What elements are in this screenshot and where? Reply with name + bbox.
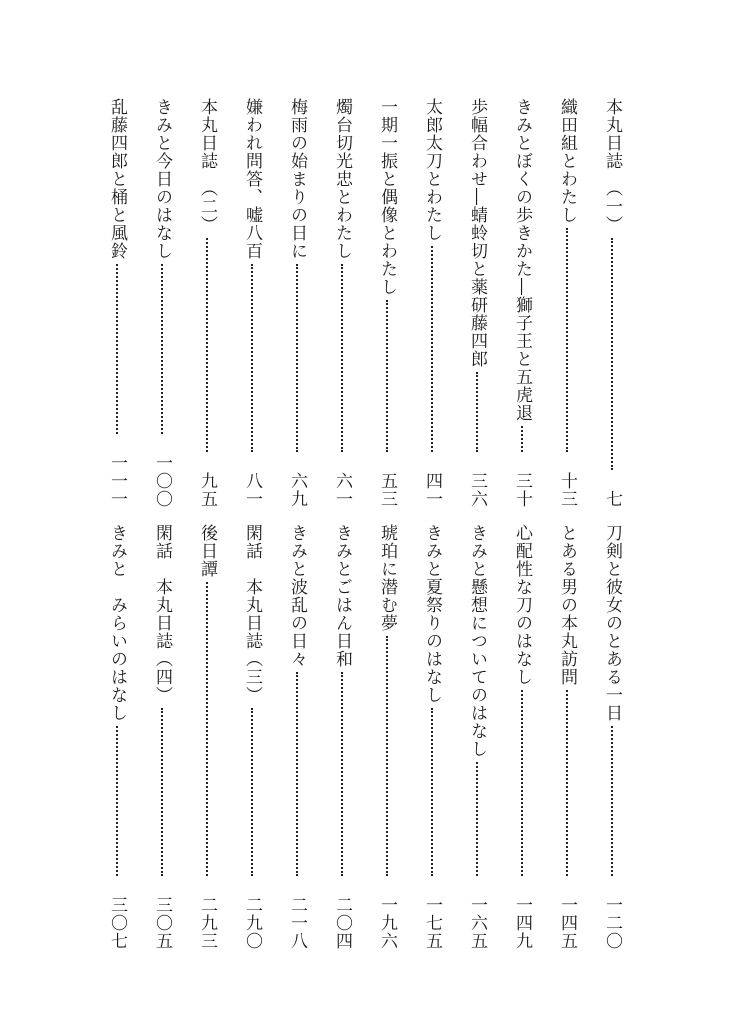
toc-entry-page-number: 一四九: [512, 896, 532, 950]
toc-entry: [375, 524, 399, 950]
dot-leader: [476, 762, 478, 876]
dot-leader: [431, 246, 433, 452]
toc-entry: [330, 98, 354, 508]
toc-entry-page-number: 一一一: [107, 454, 127, 508]
dot-leader: [116, 264, 118, 434]
toc-entry-page-number: 二九三: [197, 896, 217, 950]
toc-entry-page-number: 一七五: [422, 896, 442, 950]
dot-leader: [251, 708, 253, 876]
dot-leader: [521, 690, 523, 876]
dot-leader: [341, 672, 343, 876]
toc-entry: [240, 98, 264, 508]
dot-leader: [206, 238, 208, 453]
toc-entry: [195, 98, 219, 508]
toc-entry-title: 織田組とわたし: [557, 98, 577, 224]
toc-entry-page-number: 一二〇: [602, 896, 622, 950]
dot-leader: [296, 264, 298, 452]
dot-leader: [251, 264, 253, 452]
toc-entry: [150, 524, 174, 950]
toc-entry: [330, 524, 354, 950]
dot-leader: [341, 264, 343, 452]
toc-entry-title: 梅雨の始まりの日に: [287, 98, 307, 260]
toc-entry-title: 閑話 本丸日誌（三）: [242, 524, 262, 704]
toc-entry-title: 乱藤四郎と桶と風鈴: [107, 98, 127, 260]
toc-entry-page-number: 三〇五: [152, 896, 172, 950]
dot-leader: [386, 300, 388, 452]
toc-entry: [510, 98, 534, 508]
toc-entry-page-number: 十三: [557, 472, 577, 508]
toc-entry: [195, 524, 219, 950]
toc-entry-title: とある男の本丸訪問: [557, 524, 577, 686]
toc-entry-title: 後日譚: [197, 524, 217, 578]
toc-entry-page-number: 六九: [287, 472, 307, 508]
dot-leader: [611, 238, 613, 471]
toc-entry-title: 琥珀に潜む夢: [377, 524, 397, 632]
toc-entry-page-number: 二〇四: [332, 896, 352, 950]
toc-entry-title: きみと夏祭りのはなし: [422, 524, 442, 704]
toc-entry: [105, 98, 129, 508]
toc-entry-page-number: 五三: [377, 472, 397, 508]
toc-entry-page-number: 一九六: [377, 896, 397, 950]
toc-entry-title: 太郎太刀とわたし: [422, 98, 442, 242]
dot-leader: [566, 228, 568, 452]
toc-entry: [420, 524, 444, 950]
toc-entry: [600, 98, 624, 508]
toc-entry-page-number: 七: [602, 490, 622, 508]
toc-entry-page-number: 一四五: [557, 896, 577, 950]
toc-entry: [150, 98, 174, 508]
toc-entry-page-number: 八一: [242, 472, 262, 508]
dot-leader: [161, 708, 163, 876]
toc-entry: [105, 524, 129, 950]
dot-leader: [566, 690, 568, 876]
toc-entry-title: 本丸日誌 （二）: [197, 98, 217, 234]
toc-entry-title: 本丸日誌 （一）: [602, 98, 622, 234]
toc-entry-title: 一期一振と偶像とわたし: [377, 98, 397, 296]
toc-entry-title: 刀剣と彼女のとある一日: [602, 524, 622, 722]
toc-entry-title: きみとごはん日和: [332, 524, 352, 668]
dot-leader: [521, 426, 523, 452]
toc-entry: [240, 524, 264, 950]
toc-entry-title: きみと懸想についてのはなし: [467, 524, 487, 758]
dot-leader: [296, 672, 298, 876]
toc-entry: [285, 98, 309, 508]
toc-entry: [285, 524, 309, 950]
toc-entry-title: きみと波乱の日々: [287, 524, 307, 668]
dot-leader: [161, 264, 163, 434]
toc-entry-title: きみと今日のはなし: [152, 98, 172, 260]
toc-entry-title: きみと みらいのはなし: [107, 524, 127, 722]
toc-entry: [555, 524, 579, 950]
toc-entry: [420, 98, 444, 508]
dot-leader: [116, 726, 118, 876]
toc-entry-page-number: 九五: [197, 472, 217, 508]
toc-entry-page-number: 四一: [422, 472, 442, 508]
toc-entry-page-number: 二九〇: [242, 896, 262, 950]
toc-entry-page-number: 三十: [512, 472, 532, 508]
toc-entry-title: 嫌われ問答、嘘八百: [242, 98, 262, 260]
toc-entry-title: 心配性な刀のはなし: [512, 524, 532, 686]
dot-leader: [611, 726, 613, 876]
toc-entry-page-number: 二一八: [287, 896, 307, 950]
toc-entry-title: 歩幅合わせ―蜻蛉切と薬研藤四郎: [467, 98, 487, 368]
dot-leader: [386, 636, 388, 876]
toc-entry-page-number: 三〇七: [107, 896, 127, 950]
toc-entry-title: 閑話 本丸日誌（四）: [152, 524, 172, 704]
toc-entry: [465, 524, 489, 950]
toc-entry-title: 燭台切光忠とわたし: [332, 98, 352, 260]
dot-leader: [476, 372, 478, 452]
toc-entry-page-number: 六一: [332, 472, 352, 508]
dot-leader: [431, 708, 433, 876]
dot-leader: [206, 582, 208, 876]
toc-entry-page-number: 一六五: [467, 896, 487, 950]
toc-entry-title: きみとぼくの歩きかた―獅子王と五虎退: [512, 98, 532, 422]
toc-entry: [465, 98, 489, 508]
toc-entry: [375, 98, 399, 508]
toc-entry: [600, 524, 624, 950]
toc-entry-page-number: 一〇〇: [152, 454, 172, 508]
toc-entry-page-number: 三六: [467, 472, 487, 508]
toc-entry: [555, 98, 579, 508]
toc-entry: [510, 524, 534, 950]
